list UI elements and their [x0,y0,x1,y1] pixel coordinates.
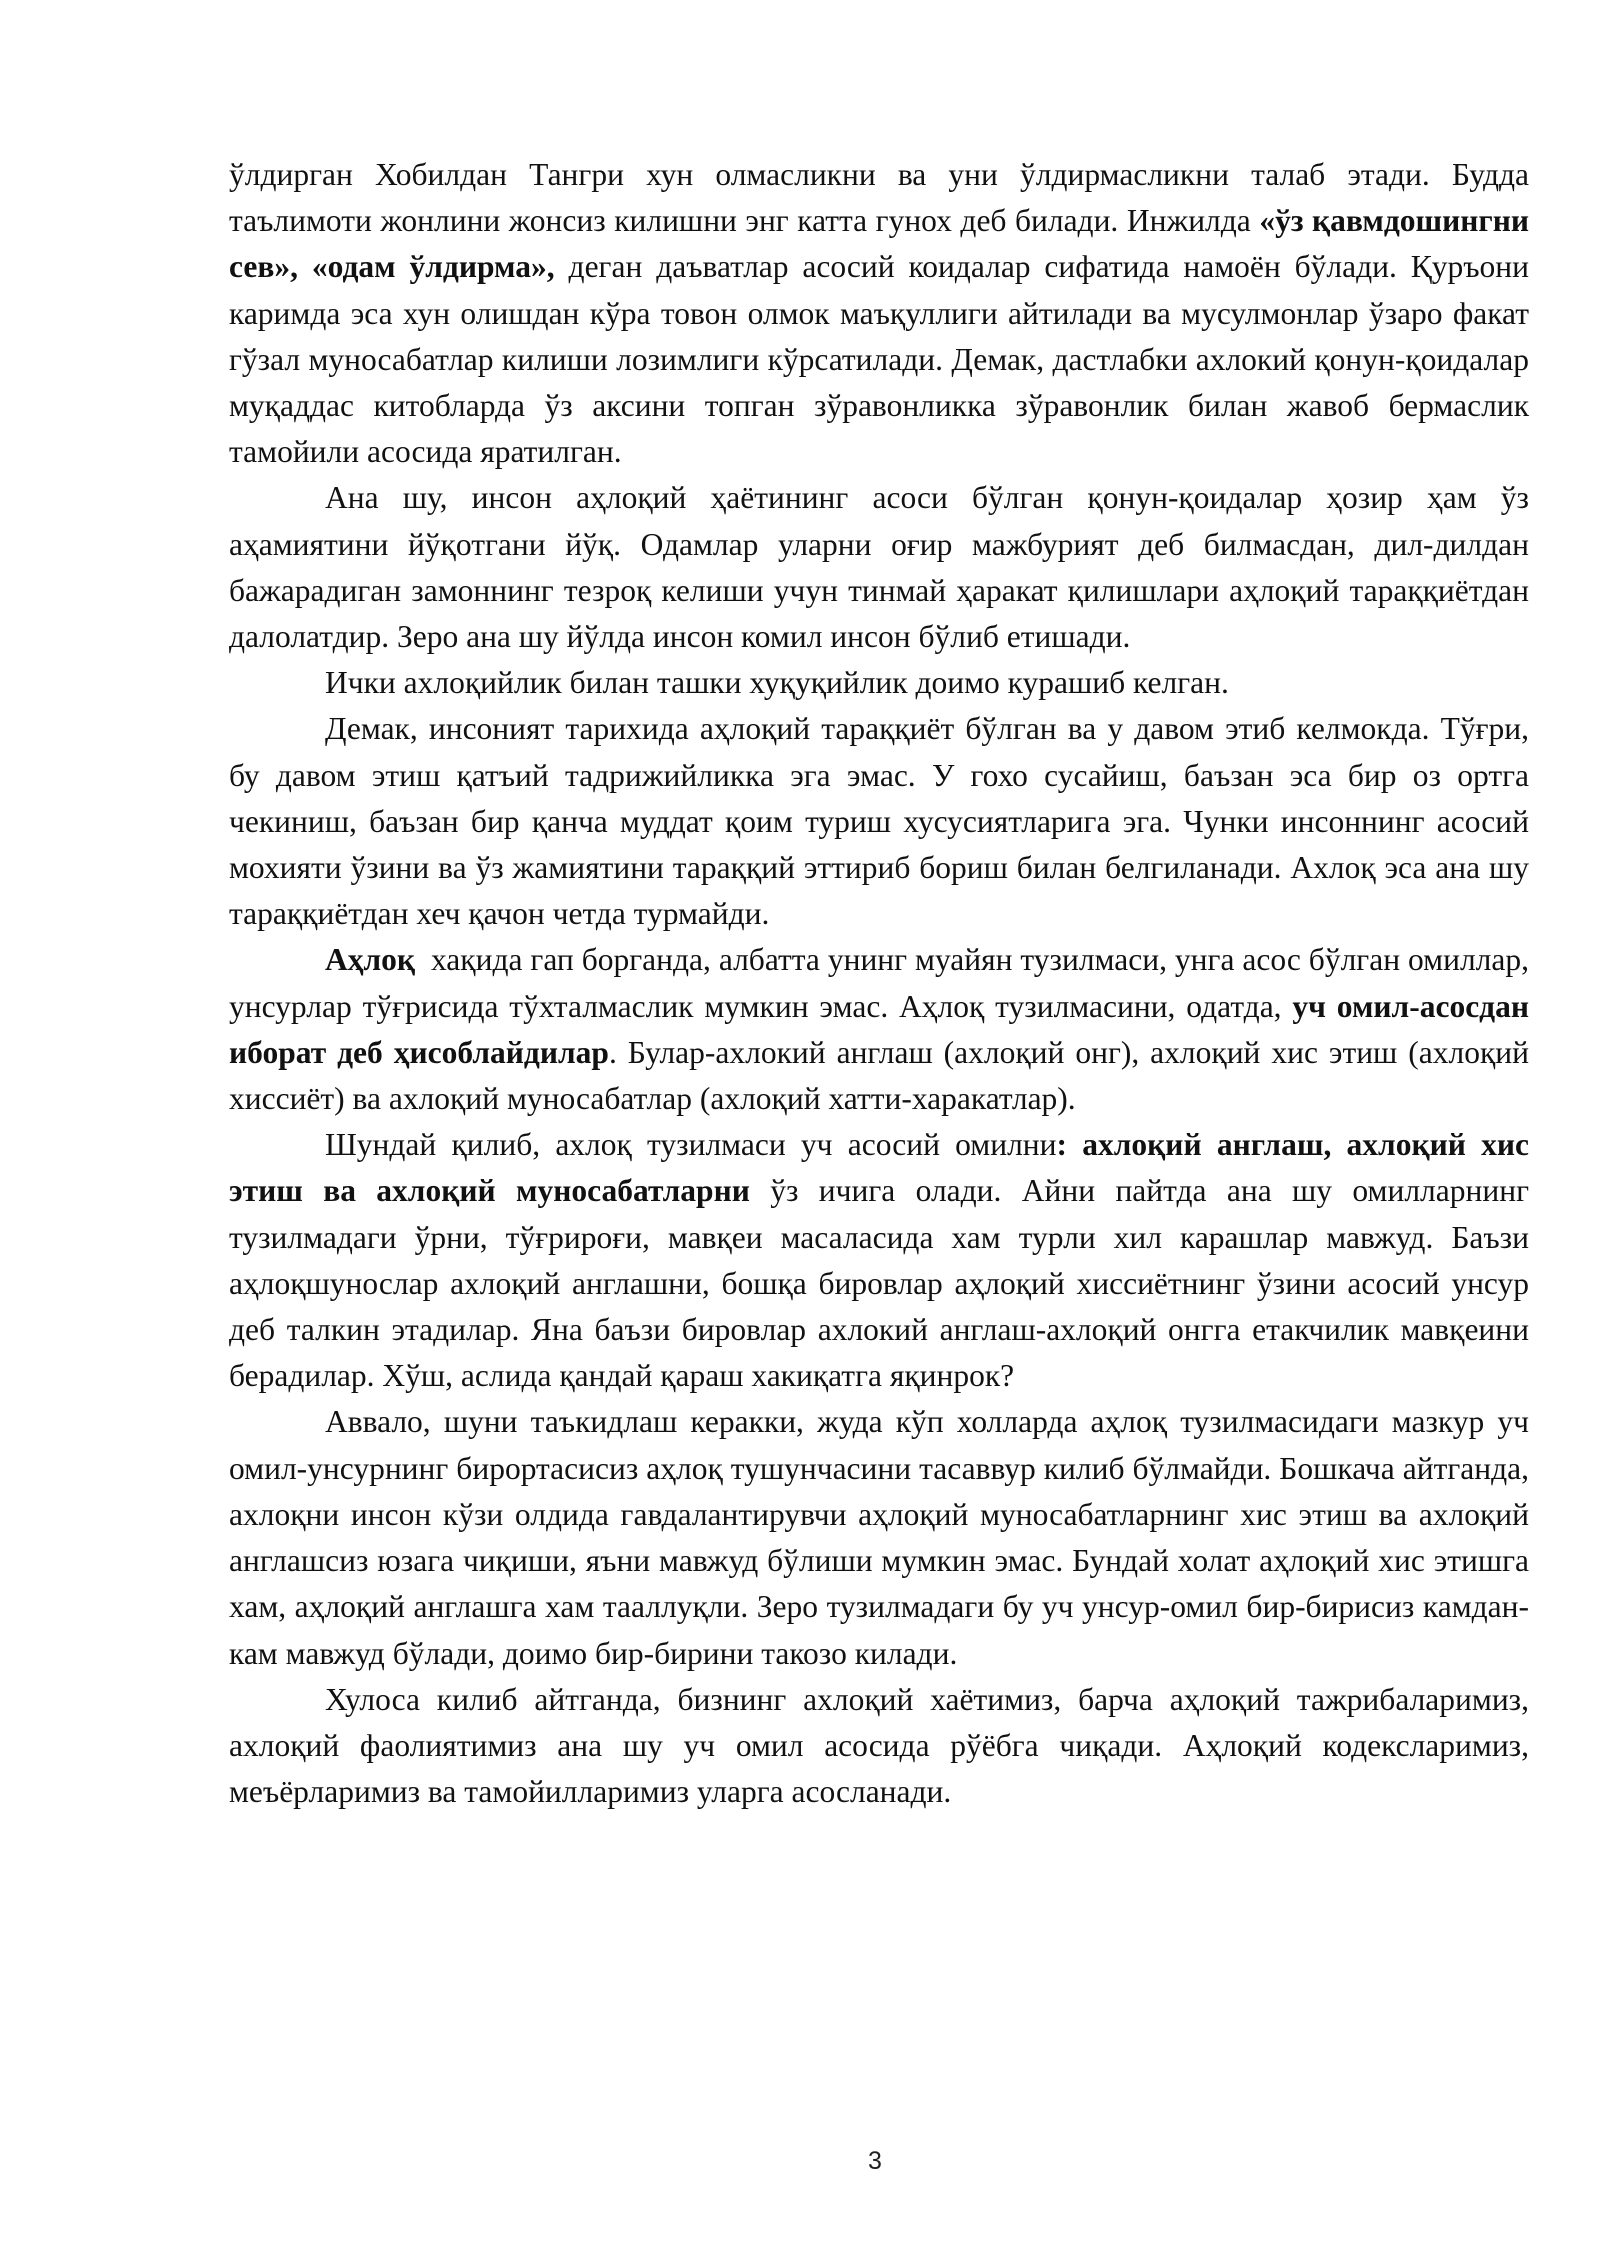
paragraph-2 [229,475,1529,660]
paragraph-4 [229,706,1529,937]
paragraph-6 [229,1122,1529,1399]
text-run: Хулоса килиб айтганда, бизнинг ахлоқий хаётимиз, барча аҳлоқий тажрибаларимиз, ахлоқий фаолиятимиз ана шу уч омил асосида рўёбга чиқади. Аҳлоқий кодексларимиз, меъёрларимиз ва тамойилларимиз уларга асосланади. [229,1681,1529,1810]
text-run: ўлдирган Хобилдан Тангри хун олмасликни ва уни ўлдирмасликни талаб этади. Будда таълимоти жонлини жонсиз килишни энг катта гунох деб билади. Инжилда [229,157,1529,239]
paragraph-1 [229,152,1529,475]
bold-text-run: : ахлоқий англаш, ахлоқий хис этиш ва ахлоқий муносабатларни [229,1127,1530,1209]
text-run: Шундай қилиб, ахлоқ тузилмаси уч асосий омилни [325,1127,1057,1163]
paragraph-8 [229,1677,1529,1816]
text-run: Ички ахлоқийлик билан ташки хуқуқийлик доимо курашиб келган. [325,665,1229,701]
text-run: хақида гап борганда, албатта унинг муайян тузилмаси, унга асос бўлган омиллар, унсурлар тўғрисида тўхталмаслик мумкин эмас. Аҳлоқ тузилмасини, одатда, [229,942,1537,1024]
bold-text-run: Аҳлоқ [325,942,416,978]
bold-text-run: «ўз қавмдошингни сев», «одам ўлдирма», [229,203,1529,285]
text-run: . Булар-ахлокий англаш (ахлоқий онг), ахлоқий хис этиш (ахлоқий хиссиёт) ва ахлоқий муносабатлар (ахлоқий хатти-харакатлар). [229,1034,1529,1117]
text-run: ўз ичига олади. Айни пайтда ана шу омилларнинг тузилмадаги ўрни, тўғрироғи, мавқеи масаласида хам турли хил карашлар мавжуд. Баъзи аҳлоқшунослар ахлоқий англашни, бошқа бировлар аҳлоқий хиссиётнинг ўзини асосий унсур деб талкин этадилар. Яна баъзи бировлар ахлокий англаш-ахлоқий онгга етакчилик мавқеини берадилар. Хўш, аслида қандай қараш хакиқатга яқинрок? [229,1173,1529,1394]
text-run: Демак, инсоният тарихида аҳлоқий тараққиёт бўлган ва у давом этиб келмокда. Тўғри, бу давом этиш қатъий тадрижийликка эга эмас. У гохо сусайиш, баъзан эса бир оз ортга чекиниш, баъзан бир қанча муддат қоим туриш хусусиятларига эга. Чунки инсоннинг асосий мохияти ўзини ва ўз жамиятини тараққий эттириб бориш билан белгиланади. Ахлоқ эса ана шу тараққиётдан хеч қачон четда турмайди. [229,711,1529,932]
text-run: деган даъватлар асосий коидалар сифатида намоён бўлади. Қуръони каримда эса хун олишдан кўра товон олмок маъқуллиги айтилади ва мусулмонлар ўзаро факат гўзал муносабатлар килиши лозимлиги кўрсатилади. Демак, дастлабки ахлокий қонун-қоидалар муқаддас китобларда ўз аксини топган зўравонликка зўравонлик билан жавоб бермаслик тамойили асосида яратилган. [229,249,1529,470]
paragraph-7 [229,1399,1529,1676]
bold-text-run: уч омил-асосдан иборат деб ҳисоблайдилар [229,988,1530,1070]
text-run: Ана шу, инсон аҳлоқий ҳаётининг асоси бўлган қонун-қоидалар ҳозир ҳам ўз аҳамиятини йўқотгани йўқ. Одамлар уларни оғир мажбурият деб билмасдан, дил-дилдан бажарадиган замоннинг тезроқ келиши учун тинмай ҳаракат қилишлари аҳлоқий тараққиётдан далолатдир. Зеро ана шу йўлда инсон комил инсон бўлиб етишади. [229,480,1529,655]
document-body [229,152,1537,1815]
paragraph-3 [229,660,1529,706]
paragraph-5 [229,937,1537,1122]
page-number: 3 [868,2147,882,2175]
text-run: Аввало, шуни таъкидлаш керакки, жуда кўп холларда аҳлоқ тузилмасидаги мазкур уч омил-унсурнинг бирортасисиз аҳлоқ тушунчасини тасаввур килиб бўлмайди. Бошкача айтганда, ахлоқни инсон кўзи олдида гавдалантирувчи аҳлоқий муносабатларнинг хис этиш ва ахлоқий англашсиз юзага чиқиши, яъни мавжуд бўлиши мумкин эмас. Бундай холат аҳлоқий хис этишга хам, аҳлоқий англашга хам тааллуқли. Зеро тузилмадаги бу уч унсур-омил бир-бирисиз камдан-кам мавжуд бўлади, доимо бир-бирини такозо килади. [229,1404,1529,1671]
